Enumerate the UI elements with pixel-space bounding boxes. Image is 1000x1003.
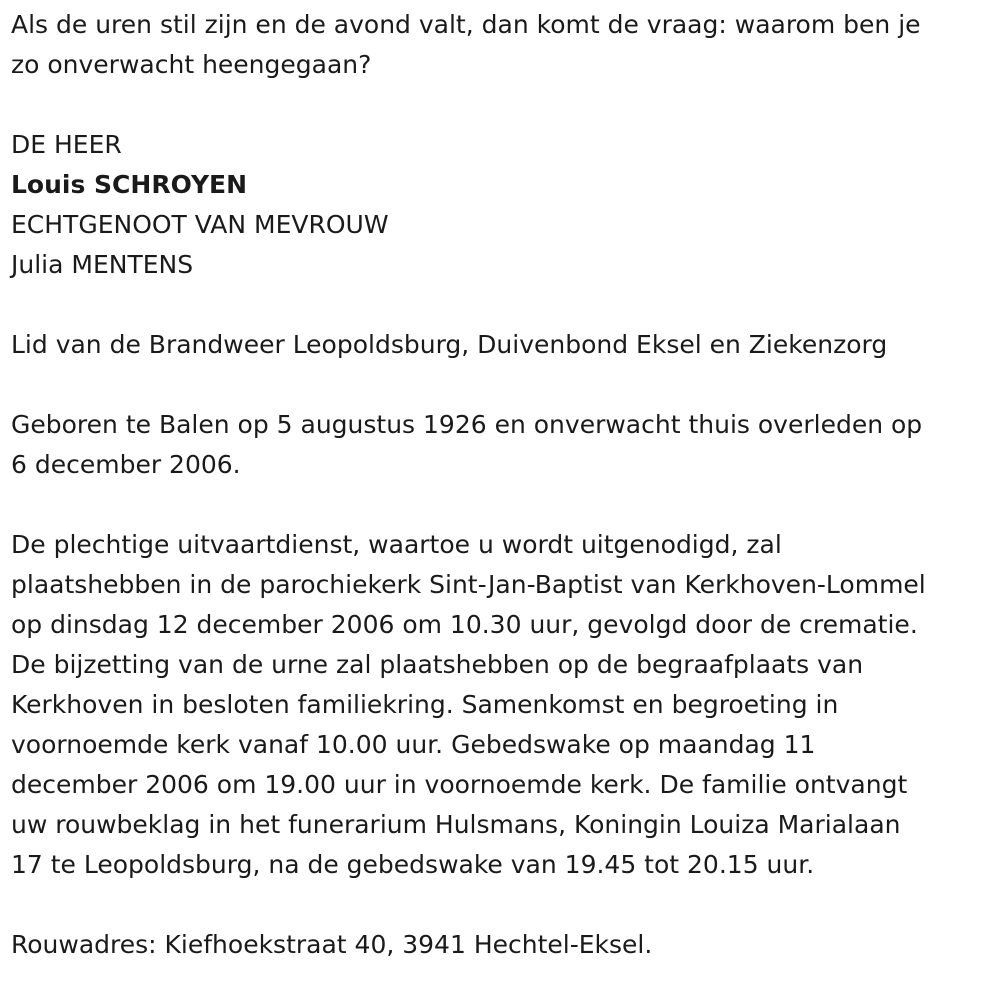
service-line: 17 te Leopoldsburg, na de gebedswake van 19.45 tot 20.15 uur. — [11, 850, 815, 879]
obituary-document — [11, 5, 991, 965]
spacer — [11, 365, 991, 405]
quote-line: Als de uren stil zijn en de avond valt, dan komt de vraag: waarom ben je — [11, 10, 921, 39]
spouse-label: ECHTGENOOT VAN MEVROUW — [11, 210, 389, 239]
spacer — [11, 885, 991, 925]
service-line: De plechtige uitvaartdienst, waartoe u wordt uitgenodigd, zal — [11, 530, 782, 559]
birth-death-line: Geboren te Balen op 5 augustus 1926 en onverwacht thuis overleden op — [11, 410, 923, 439]
birth-death-line: 6 december 2006. — [11, 450, 241, 479]
mourning-address: Rouwadres: Kiefhoekstraat 40, 3941 Hechtel-Eksel. — [11, 930, 653, 959]
quote-line: zo onverwacht heengegaan? — [11, 50, 372, 79]
service-line: op dinsdag 12 december 2006 om 10.30 uur, gevolgd door de crematie. — [11, 610, 918, 639]
opening-quote — [11, 5, 991, 85]
service-line: voornoemde kerk vanaf 10.00 uur. Gebedswake op maandag 11 — [11, 730, 816, 759]
spacer — [11, 485, 991, 525]
deceased-name: Louis SCHROYEN — [11, 170, 248, 199]
service-line: uw rouwbeklag in het funerarium Hulsmans, Koningin Louiza Marialaan — [11, 810, 901, 839]
service-line: Kerkhoven in besloten familiekring. Samenkomst en begroeting in — [11, 690, 839, 719]
title-line: DE HEER — [11, 130, 122, 159]
service-line: plaatshebben in de parochiekerk Sint-Jan-Baptist van Kerkhoven-Lommel — [11, 570, 926, 599]
service-paragraph — [11, 525, 991, 885]
spacer — [11, 85, 991, 125]
service-line: De bijzetting van de urne zal plaatshebben op de begraafplaats van — [11, 650, 864, 679]
service-line: december 2006 om 19.00 uur in voornoemde kerk. De familie ontvangt — [11, 770, 908, 799]
birth-death-paragraph — [11, 405, 991, 485]
spacer — [11, 285, 991, 325]
spouse-name: Julia MENTENS — [11, 250, 194, 279]
membership-text: Lid van de Brandweer Leopoldsburg, Duivenbond Eksel en Ziekenzorg — [11, 330, 888, 359]
